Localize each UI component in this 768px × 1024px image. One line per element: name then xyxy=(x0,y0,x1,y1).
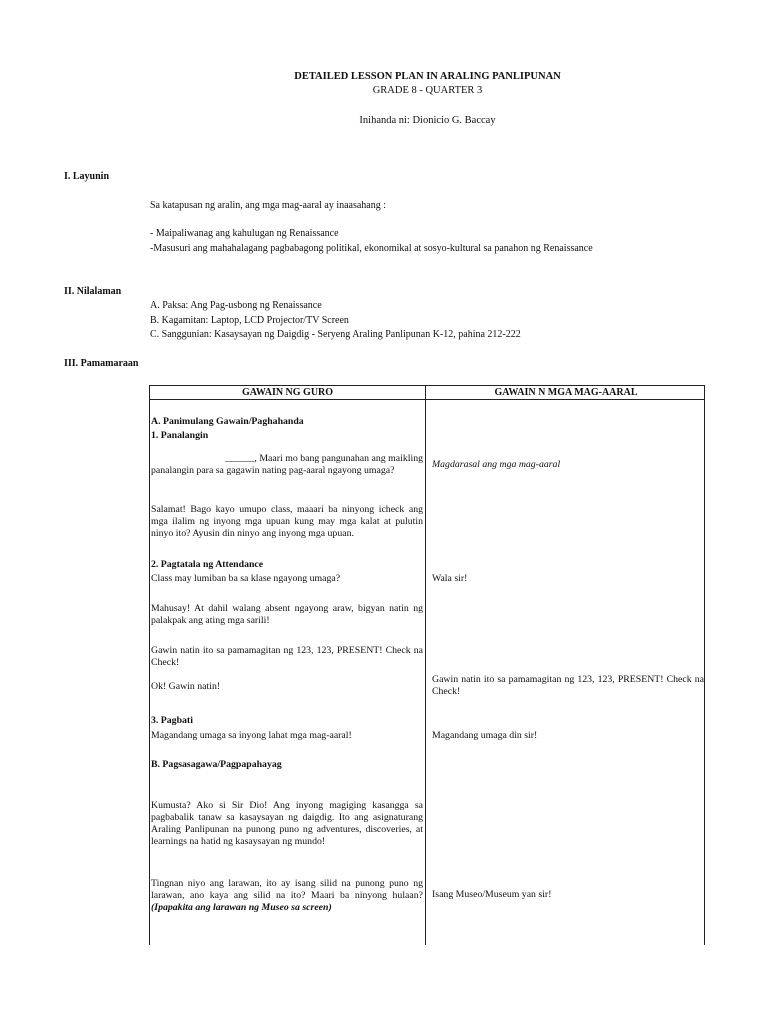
teacher-larawan-note: (Ipapakita ang larawan ng Museo sa screen) xyxy=(151,902,332,913)
layunin-item-2: -Masusuri ang mahahalagang pagbabagong politikal, ekonomikal at sosyo-kultural sa panahon ng Renaissance xyxy=(150,243,593,254)
section-b-heading: B. Pagsasagawa/Pagpapahayag xyxy=(151,759,282,770)
nilalaman-paksa: A. Paksa: Ang Pag-usbong ng Renaissance xyxy=(150,300,322,311)
student-gawin: Gawin natin ito sa pamamagitan ng 123, 123, PRESENT! Check na Check! xyxy=(432,674,704,697)
document-title: DETAILED LESSON PLAN IN ARALING PANLIPUNAN xyxy=(294,71,561,82)
student-bati: Magandang umaga din sir! xyxy=(432,730,538,741)
teacher-larawan xyxy=(151,878,423,914)
student-liban: Wala sir! xyxy=(432,573,468,584)
column-header-student: GAWAIN N MGA MAG-AARAL xyxy=(494,387,638,398)
sub-heading-panalangin: 1. Panalangin xyxy=(151,430,209,441)
teacher-panalangin: ______, Maari mo bang pangunahan ang maikling panalangin para sa gagawin nating pag-aaral ngayong umaga? xyxy=(151,453,423,476)
layunin-item-1: - Maipaliwanag ang kahulugan ng Renaissance xyxy=(150,228,339,239)
teacher-larawan-text: Tingnan niyo ang larawan, ito ay isang silid na punong puno ng larawan, ano kaya ang silid na ito? Maari ba ninyong hulaan? xyxy=(151,878,423,901)
section-heading-pamamaraan: III. Pamamaraan xyxy=(64,358,139,369)
lesson-plan-table xyxy=(149,385,705,945)
teacher-mahusay: Mahusay! At dahil walang absent ngayong araw, bigyan natin ng palakpak ang ating mga sarili! xyxy=(151,603,423,626)
grade-quarter: GRADE 8 - QUARTER 3 xyxy=(372,85,483,96)
header-rule xyxy=(150,399,704,400)
teacher-ok: Ok! Gawin natin! xyxy=(151,681,221,692)
teacher-salamat: Salamat! Bago kayo umupo class, maaari ba ninyong icheck ang mga ilalim ng inyong mga upuan kung may mga kalat at pulutin ninyo ito? Ayusin din ninyo ang inyong mga upuan. xyxy=(151,504,423,539)
section-heading-nilalaman: II. Nilalaman xyxy=(64,286,122,297)
column-header-teacher: GAWAIN NG GURO xyxy=(241,387,334,398)
layunin-intro: Sa katapusan ng aralin, ang mga mag-aaral ay inaasahang : xyxy=(150,200,387,211)
author-line: Inihanda ni: Dionicio G. Baccay xyxy=(359,115,496,126)
sub-heading-pagbati: 3. Pagbati xyxy=(151,715,193,726)
nilalaman-sanggunian: C. Sanggunian: Kasaysayan ng Daigdig - Seryeng Araling Panlipunan K-12, pahina 212-222 xyxy=(150,329,521,340)
teacher-bati: Magandang umaga sa inyong lahat mga mag-aaral! xyxy=(151,730,352,741)
sub-heading-attendance: 2. Pagtatala ng Attendance xyxy=(151,559,264,570)
teacher-gawin: Gawin natin ito sa pamamagitan ng 123, 123, PRESENT! Check na Check! xyxy=(151,645,423,668)
teacher-liban: Class may lumiban ba sa klase ngayong umaga? xyxy=(151,573,341,584)
section-a-heading: A. Panimulang Gawain/Paghahanda xyxy=(151,416,304,427)
nilalaman-kagamitan: B. Kagamitan: Laptop, LCD Projector/TV Screen xyxy=(150,315,349,326)
student-museo: Isang Museo/Museum yan sir! xyxy=(432,889,552,900)
column-divider xyxy=(425,386,426,945)
student-panalangin: Magdarasal ang mga mag-aaral xyxy=(432,459,561,470)
section-heading-layunin: I. Layunin xyxy=(64,171,110,182)
teacher-kumusta: Kumusta? Ako si Sir Dio! Ang inyong magiging kasangga sa pagbabalik tanaw sa kasaysayan ng daigdig. Ito ang asignaturang Araling Panlipunan na punong puno ng adventures, discoveries, at learnings na hatid ng kasaysayan ng mundo! xyxy=(151,800,423,847)
